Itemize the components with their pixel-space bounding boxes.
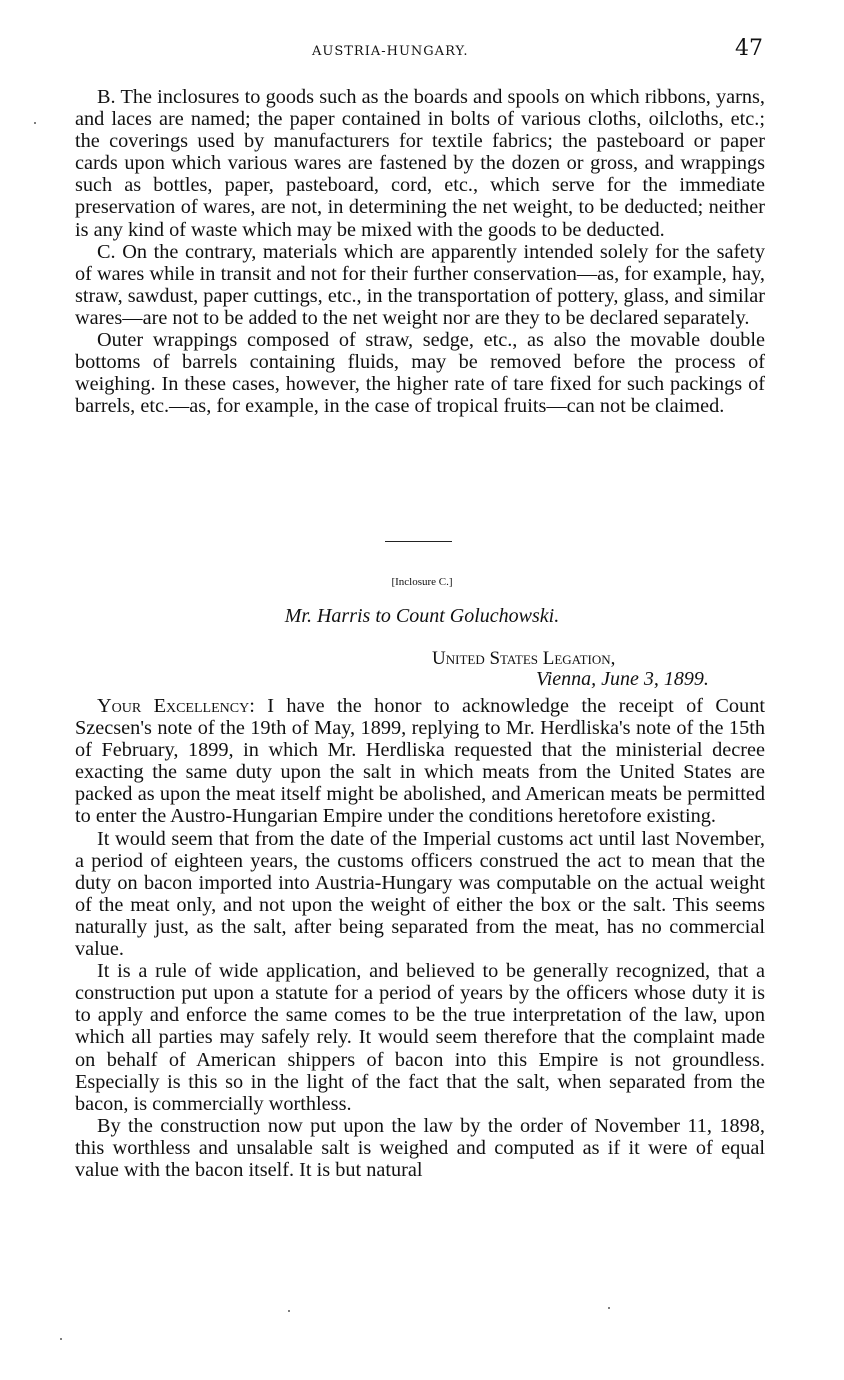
running-head: AUSTRIA-HUNGARY. bbox=[312, 44, 469, 59]
paragraph-b: B. The inclosures to goods such as the boards and spools on which ribbons, yarns, and laces are named; the paper contained in bolts of various cloths, oilcloths, etc.; the coverings used by manufacturers for textile fabrics; the pasteboard or paper cards upon which various wares are fastened by the dozen or gross, and wrappings such as bottles, paper, pasteboard, cord, etc., which serve for the immediate preservation of wares, are not, in determining the net weight, to be deducted; neither is any kind of waste which may be mixed with the goods to be deducted. bbox=[75, 86, 765, 241]
letter-paragraph-4: By the construction now put upon the law by the order of November 11, 1898, this worthless and unsalable salt is weighed and computed as if it were of equal value with the bacon itself. It is but natural bbox=[75, 1114, 765, 1181]
letter-paragraph-3: It is a rule of wide application, and believed to be generally recognized, that a construction put upon a statute for a period of years by the officers whose duty it is to apply and enforce the same comes to be the true interpretation of the law, upon which all parties may safely rely. It would seem therefore that the complaint made on behalf of American shippers of bacon into this Empire is not groundless. Especially is this so in the light of the fact that the salt, when separated from the bacon, is commercially worthless. bbox=[75, 960, 765, 1115]
scan-speck bbox=[34, 122, 36, 124]
inclosure-label: [Inclosure C.] bbox=[391, 576, 453, 588]
scan-speck bbox=[60, 1338, 62, 1340]
scan-speck bbox=[288, 1310, 290, 1312]
page-number: 47 bbox=[735, 36, 763, 61]
letter-paragraph-1 bbox=[75, 695, 765, 828]
paragraph-c: C. On the contrary, materials which are apparently intended solely for the safety of wares while in transit and not for their further conservation—as, for example, hay, straw, sawdust, paper cuttings, etc., in the transportation of pottery, glass, and similar wares—are not to be added to the net weight nor are they to be declared separately. bbox=[75, 240, 765, 329]
tare-rules-section bbox=[75, 86, 765, 417]
paragraph-outer-wrappings: Outer wrappings composed of straw, sedge, etc., as also the movable double bottoms of barrels containing fluids, may be removed before the process of weighing. In these cases, however, the higher rate of tare fixed for such packings of barrels, etc.—as, for example, in the case of tropical fruits—can not be claimed. bbox=[75, 329, 765, 418]
letter-body bbox=[75, 695, 765, 1181]
scan-speck bbox=[608, 1307, 610, 1309]
letter-sender: United States Legation, bbox=[432, 648, 616, 669]
letter-paragraph-2: It would seem that from the date of the Imperial customs act until last November, a period of eighteen years, the customs officers construed the act to mean that the duty on bacon imported into Austria-Hungary was computable on the actual weight of the meat only, and not upon the weight of either the box or the salt. This seems naturally just, as the salt, after being separated from the meat, has no commercial value. bbox=[75, 827, 765, 961]
letter-paragraph-1-text: I have the honor to acknowledge the receipt of Count Szecsen's note of the 19th of May, 1899, replying to Mr. Herdliska's note of the 15th of February, 1899, in which Mr. Herdliska requested that the ministerial decree exacting the same duty upon the salt in which meats from the United States are packed as upon the meat itself might be abolished, and American meats be permitted to enter the Austro-Hungarian Empire under the conditions heretofore existing. bbox=[75, 695, 765, 828]
letter-title: Mr. Harris to Count Goluchowski. bbox=[284, 605, 560, 627]
section-divider bbox=[385, 541, 452, 542]
salutation: Your Excellency: bbox=[97, 695, 255, 717]
letter-dateline: Vienna, June 3, 1899. bbox=[536, 668, 709, 690]
